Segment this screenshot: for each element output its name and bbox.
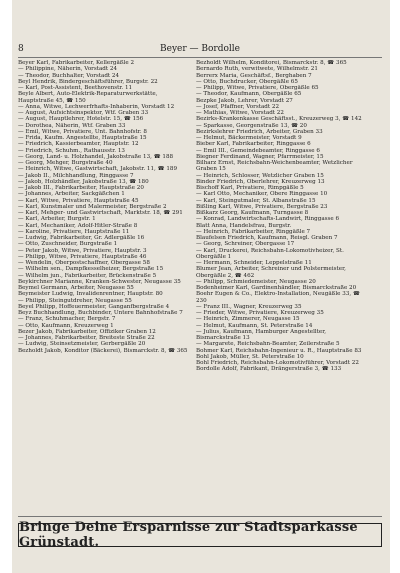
directory-entry: Bezpke Jakob, Lehrer, Vorstadt 27 bbox=[196, 97, 293, 104]
directory-entry: — Otto, Kaufmann, Kreuzerweg 1 bbox=[18, 322, 114, 329]
directory-entry: Bezer Jakob, Fabrikarbeiter, Offiziker Graben 12 bbox=[18, 328, 156, 335]
directory-entry: Bodenheimer Karl, Gardinenhändler, Bismarckstraße 20 bbox=[196, 285, 357, 291]
directory-entry: Bezholdt Jakob, Konditor (Bäckerei), Bismarckstr. 8, ☎ 365 bbox=[18, 347, 188, 354]
directory-entry: Bezirkslehrer Friedrich, Arbeiter, Graben 33 bbox=[196, 128, 323, 135]
directory-entry: Bernardo Ruth, verwitwete, Wilhelmstr. 21 bbox=[196, 66, 318, 73]
directory-entry: — Karl, Steingutmaler, St. Albanstraße 15 bbox=[196, 197, 316, 204]
directory-entry: — Franz, Schuhmacher, Bergstr. 7 bbox=[18, 316, 116, 323]
directory-entry: Beyl Hendrik, Bindergeschäftsführer, Burgstr. 22 bbox=[18, 78, 158, 85]
directory-entry: — Philipp, Witwe, Privatiere, Obergäßle 65 bbox=[196, 85, 319, 91]
directory-entry: Beymeister Ludwig, Invalidenrentner, Hauptstr. 80 bbox=[18, 291, 163, 298]
directory-entry: — Helmut, Kaufmann, St. Peterstraße 14 bbox=[196, 322, 313, 329]
directory-entry: Bordolle Adolf, Fabrikant, Drängerstraße 3, ☎ 133 bbox=[196, 366, 342, 373]
directory-entry: — Hermann, Schneider, Leppelstraße 11 bbox=[196, 260, 312, 266]
directory-entry: — Mathias, Witwe, Vorstadt 22 bbox=[196, 110, 284, 116]
directory-entry: Berrerx Maria, Geschäftsf., Berghaben 7 bbox=[196, 72, 312, 79]
directory-entry: Beyle Albert, Auto-Elektrik-Reparaturwerkstätte, Hauptstraße 45, ☎ 150 bbox=[18, 91, 158, 104]
directory-entry: Bohl Jakob, Müller, St. Peterstraße 10 bbox=[196, 353, 304, 360]
directory-entry: — Jakob II., Milchhandlung, Ringgasse 7 bbox=[18, 172, 134, 179]
directory-entry: Boehr Eugen & Co., Elektro-Installation, Neugäßle 33, ☎ 230 bbox=[196, 291, 360, 304]
directory-entry: — Jakob III., Fabrikarbeiter, Hauptstraße 20 bbox=[18, 185, 144, 191]
right-column bbox=[196, 60, 368, 512]
directory-entry: — Karoline, Privatiere, Hauptstraße 11 bbox=[18, 228, 130, 235]
directory-entry: Beymel Germann, Arbeiter, Neugasse 55 bbox=[18, 285, 134, 291]
directory-entry: — Heinrich, Witwe, Gastwirtschaft, Jakobstr. 11, ☎ 189 bbox=[18, 166, 178, 173]
directory-entry: — Karl, Arbeiter, Burgstr. 1 bbox=[18, 216, 96, 223]
directory-entry: — Peter Jakob, Witwe, Privatiere, Hauptstr. 3 bbox=[18, 247, 147, 254]
directory-entry: Bilharz Ernst, Reichsbahn-Weichenbeamter, Wetzlicher Graben 15 bbox=[196, 160, 353, 173]
directory-entry: Beyel Philipp, Hoffeuermeister, Ganganfbergstraße 4 bbox=[18, 303, 170, 310]
directory-entry: — Theodor, Buchhalter, Vorstadt 24 bbox=[18, 72, 120, 79]
directory-entry: — Wilhelm jun., Fabrikarbeiter, Brückenstraße 5 bbox=[18, 272, 157, 279]
directory-entry: — Margarete, Reichsbahn-Beamter, Zeilerstraße 5 bbox=[196, 341, 340, 348]
directory-entry: — Karl, Mehger- und Gastwirtschaft, Marktstr. 18, ☎ 291 bbox=[18, 210, 183, 216]
directory-entry: — Franz III., Wagner, Kreuzerweg 35 bbox=[196, 303, 302, 310]
directory-entry: — Johannes, Arbeiter, Sackgäßchen 1 bbox=[18, 191, 125, 198]
directory-entry: — Emil III., Gemeindebeamter, Ringgasse 6 bbox=[196, 147, 320, 154]
directory-entry: — Dorothea, Näherin, Wtf. Graben 33 bbox=[18, 122, 126, 129]
directory-entry: — Philipp, Steingutdreher, Neugasse 55 bbox=[18, 297, 132, 304]
directory-entry: — Karl, Druckerei, Reichsbahn-Lokomotivheizer, St. Obergäßle 1 bbox=[196, 247, 344, 260]
directory-entry: Beykirchner Marianne, Kranken-Schwester, Neugasse 35 bbox=[18, 278, 181, 285]
directory-entry: — Otto, Zuschneider, Burgstraße 1 bbox=[18, 241, 118, 248]
directory-entry: — Sparkasse, Georgenstraße 13, ☎ 20 bbox=[196, 122, 307, 129]
directory-entry: — Konrad, Landwirtschafts-Landwirt, Ringgasse 6 bbox=[196, 216, 340, 223]
directory-entry: — Friedrich, Schuhm., Rathausstr. 13 bbox=[18, 147, 125, 154]
page-header bbox=[18, 44, 382, 56]
directory-entry: — August, Aufsichtsinspektor, Wtf. Graben 33 bbox=[18, 110, 149, 116]
directory-entry: — Karl Otto, Mechaniker, Obere Ringgasse 10 bbox=[196, 191, 328, 198]
header-rule bbox=[18, 57, 382, 58]
savings-bank-banner: Bringe Deine Ersparnisse zur Stadtsparkasse Grünstadt. bbox=[18, 523, 382, 547]
directory-entry: — Emil, Witwe, Privatiere, Unt. Bahnhofstr. 8 bbox=[18, 128, 147, 135]
page-number: 8 bbox=[18, 44, 24, 54]
directory-entry: Blumer Jean, Arbeiter, Schreiner und Polstermeister, Obergäßle 2, ☎ 462 bbox=[196, 266, 346, 279]
directory-entry: Bißling Karl, Witwe, Privatiere, Bergstraße 23 bbox=[196, 203, 328, 210]
directory-entry: — Ludwig, Fabrikarbeiter, Gr. Adlergäßle 16 bbox=[18, 235, 145, 241]
directory-entry: Beyz Buchhandlung, Buchbinder, Untere Bahnhofstraße 7 bbox=[18, 310, 183, 316]
directory-entry: — Johannes, Fabrikarbeiter, Breiteste Straße 22 bbox=[18, 335, 155, 341]
directory-entry: — Friedrich, Kassierbeamter, Hauptstr. 12 bbox=[18, 141, 139, 148]
directory-entry: Biegner Ferdinand, Wagner, Pfarrmeister, 15 bbox=[196, 153, 324, 160]
directory-entry: — Heinrich, Fabrikarbeiter, Ringgäßle 7 bbox=[196, 228, 311, 235]
directory-entry: Blaufelsen Friedrich, Kaufmann, Reisgl. Graben 7 bbox=[196, 235, 338, 241]
directory-entry: Beyer Karl, Fabrikarbeiter, Kellergäßle 2 bbox=[18, 60, 134, 66]
directory-entry: — Karl, Witwe, Privatiere, Hauptstraße 45 bbox=[18, 197, 139, 204]
directory-entry: — Helmut, Bäckermeister, Vorstadt 9 bbox=[196, 135, 302, 141]
directory-entry: — Ludwig, Steinsetzmeister, Gerbergäßle 20 bbox=[18, 341, 146, 348]
directory-entry: — Heinrich, Schlosser, Wetzlicher Graben 15 bbox=[196, 172, 324, 179]
directory-entry: Bischoff Karl, Privatiere, Rimpgäßle 5 bbox=[196, 185, 304, 191]
directory-entry: — Philippine, Näherin, Vorstadt 24 bbox=[18, 66, 118, 73]
directory-entry: Bohl Friedrich, Reichsbahn-Lokomotivführer, Vorstadt 22 bbox=[196, 360, 359, 366]
directory-entry: — Wilhelm sen., Dampfkesselheizer, Bergstraße 15 bbox=[18, 266, 164, 273]
directory-entry: — Wendelin, Oberpostschaffner, Obergasse 58 bbox=[18, 260, 150, 266]
directory-entry: — Georg, Schreiner, Obergasse 17 bbox=[196, 241, 295, 248]
directory-entry: — Theodor, Kaufmann, Obergäßle 65 bbox=[196, 91, 302, 98]
directory-entry: — Jakob, Holzhändler, Jakobstraße 13, ☎ 180 bbox=[18, 178, 149, 185]
left-column bbox=[18, 60, 190, 512]
directory-entry: Bieber Karl, Fabrikarbeiter, Ringgasse 6 bbox=[196, 141, 311, 148]
directory-entry: — Georg, Mehger, Burgstraße 40 bbox=[18, 160, 113, 166]
directory-entry: Bezholdt Wilhelm, Konditorei, Bismarckstr. 8, ☎ 365 bbox=[196, 60, 347, 66]
directory-entry: — Philipp, Witwe, Privatiere, Hauptstraße 46 bbox=[18, 253, 147, 260]
directory-entry: Blatt Anna, Handelsfrau, Burgstr. bbox=[196, 222, 292, 229]
directory-entry: Bißkarz Georg, Kaufmann, Turngasse 8 bbox=[196, 210, 309, 216]
directory-entry: Binder Friedrich, Oberlehrer, Kreuzerweg 13 bbox=[196, 178, 325, 185]
directory-entry: — Julius, Kaufmann, Hamburger Angestellter, Bismarckstraße 13 bbox=[196, 328, 327, 341]
directory-entry: — Josef, Pfaffner, Vorstadt 22 bbox=[196, 103, 280, 110]
directory-entry: — Frieder, Witwe, Privatiere, Kreuzerweg 35 bbox=[196, 310, 324, 316]
directory-entry: — Otto, Buchdrucker, Obergäßle 65 bbox=[196, 78, 298, 85]
directory-entry: — Karl, Kunstmaler und Malermeister, Bergstraße 2 bbox=[18, 203, 167, 210]
directory-entry: — Karl, Post-Assistent, Beethovenstr. 11 bbox=[18, 85, 133, 91]
directory-entry: — Georg, Land- u. Holzhandel, Jakobstraße 13, ☎ 188 bbox=[18, 153, 174, 160]
directory-entry: — Frida, Kaufm. Angestellte, Hauptstraße 15 bbox=[18, 135, 147, 141]
running-head: Beyer — Bordolle bbox=[160, 44, 240, 54]
directory-entry: — Anna, Witwe, Lechwerfrhafts-Inhaberin, Vorstadt 12 bbox=[18, 103, 175, 110]
directory-entry: — August, Hauptlehrer, Hotelstr. 15, ☎ 156 bbox=[18, 116, 144, 123]
directory-entry: — Karl, Mechaniker, Adolf-Hitler-Straße 8 bbox=[18, 222, 138, 229]
directory-entry: — Philipp, Schmiedemeister, Neugasse 20 bbox=[196, 278, 316, 285]
directory-entry: Bohmer Karl, Reichsbahn-Ingenieur u. R., Hauptstraße 83 bbox=[196, 347, 362, 354]
column-bottom-rule bbox=[18, 516, 382, 517]
directory-entry: — Heinrich, Zimmerer, Neugasse 15 bbox=[196, 316, 300, 323]
directory-entry: Bezirks-Krankenkasse Geschäftsst., Kreuzerweg 3, ☎ 142 bbox=[196, 116, 362, 123]
